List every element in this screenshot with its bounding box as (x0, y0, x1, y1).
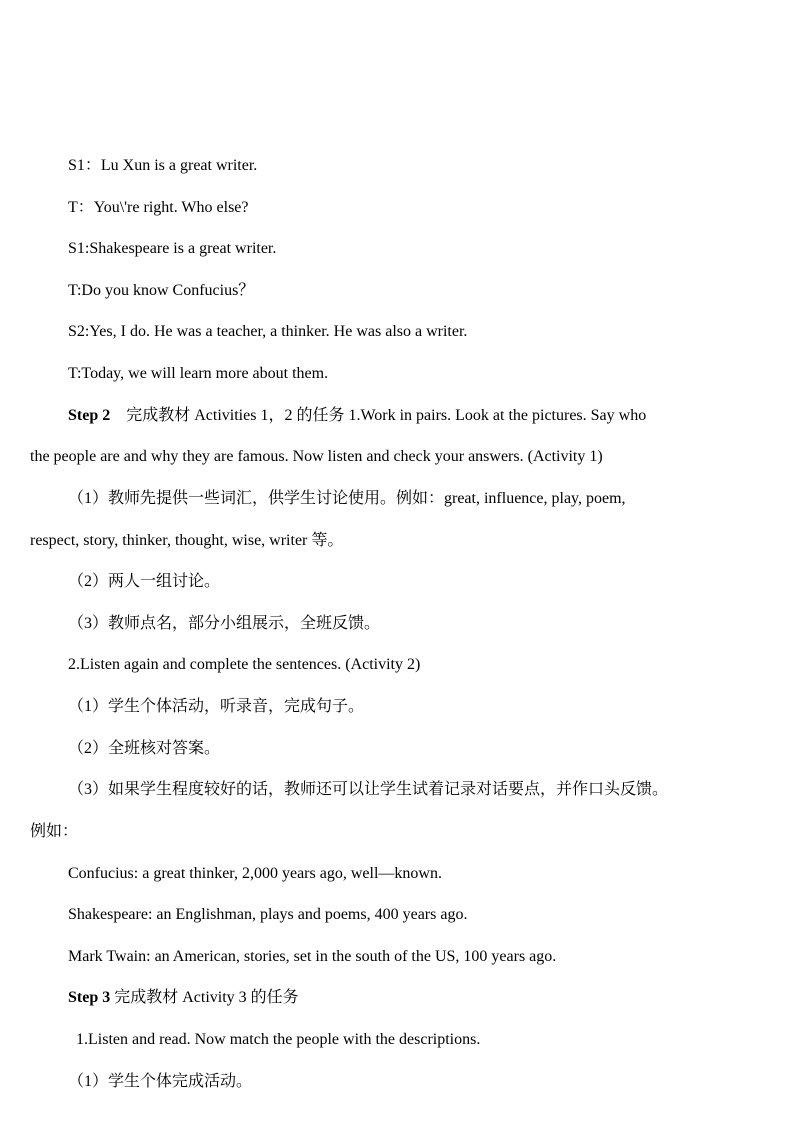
example-line (0, 864, 794, 884)
list-item (0, 489, 794, 509)
list-item (0, 1072, 794, 1092)
dialogue-line (0, 198, 794, 218)
line-text: the people are and why they are famous. Now listen and check your answers. (Activity 1) (30, 448, 603, 465)
line-text: 完成教材 Activities 1，2 的任务 1.Work in pairs. Look at the pictures. Say who (110, 407, 647, 424)
line-text: S1:Shakespeare is a great writer. (68, 240, 277, 257)
paragraph-line (0, 531, 794, 551)
example-line (0, 947, 794, 967)
list-item (0, 614, 794, 634)
step-label: Step 2 (68, 407, 111, 424)
line-text: Confucius: a great thinker, 2,000 years ago, well—known. (68, 865, 442, 882)
paragraph-line (0, 447, 794, 467)
list-item (0, 780, 794, 800)
dialogue-line (0, 364, 794, 384)
line-text: （3）如果学生程度较好的话，教师还可以让学生试着记录对话要点，并作口头反馈。 (68, 781, 669, 798)
line-text: 完成教材 Activity 3 的任务 (110, 989, 299, 1006)
line-text: 1.Listen and read. Now match the people with the descriptions. (76, 1031, 481, 1048)
line-text: （1）学生个体活动，听录音，完成句子。 (68, 698, 365, 715)
dialogue-line (0, 239, 794, 259)
line-text: （3）教师点名，部分小组展示，全班反馈。 (68, 615, 381, 632)
list-item (0, 739, 794, 759)
line-text: （2）两人一组讨论。 (68, 573, 221, 590)
line-text: T:Today, we will learn more about them. (68, 365, 329, 382)
dialogue-line (0, 281, 794, 301)
line-text: S2:Yes, I do. He was a teacher, a thinker. He was also a writer. (68, 323, 468, 340)
list-item (0, 572, 794, 592)
line-text: T:Do you know Confucius？ (68, 282, 255, 299)
dialogue-line (0, 156, 794, 176)
step-label: Step 3 (68, 989, 111, 1006)
line-text: S1：Lu Xun is a great writer. (68, 157, 258, 174)
line-text: （2）全班核对答案。 (68, 740, 221, 757)
line-text: T：You\'re right. Who else? (68, 199, 249, 216)
line-text: Shakespeare: an Englishman, plays and poems, 400 years ago. (68, 906, 468, 923)
line-text: Mark Twain: an American, stories, set in the south of the US, 100 years ago. (68, 948, 557, 965)
list-item (0, 697, 794, 717)
paragraph-line (0, 1030, 794, 1050)
line-text: respect, story, thinker, thought, wise, writer 等。 (30, 532, 344, 549)
step-2-heading-line (0, 406, 794, 426)
line-text: 例如： (30, 823, 79, 840)
line-text: 2.Listen again and complete the sentences. (Activity 2) (68, 656, 421, 673)
dialogue-line (0, 322, 794, 342)
example-line (0, 905, 794, 925)
paragraph-line (0, 822, 794, 842)
line-text: （1）学生个体完成活动。 (68, 1073, 253, 1090)
step-3-heading-line (0, 988, 794, 1008)
line-text: （1）教师先提供一些词汇，供学生讨论使用。例如：great, influence, play, poem, (68, 490, 626, 507)
paragraph-line (0, 655, 794, 675)
